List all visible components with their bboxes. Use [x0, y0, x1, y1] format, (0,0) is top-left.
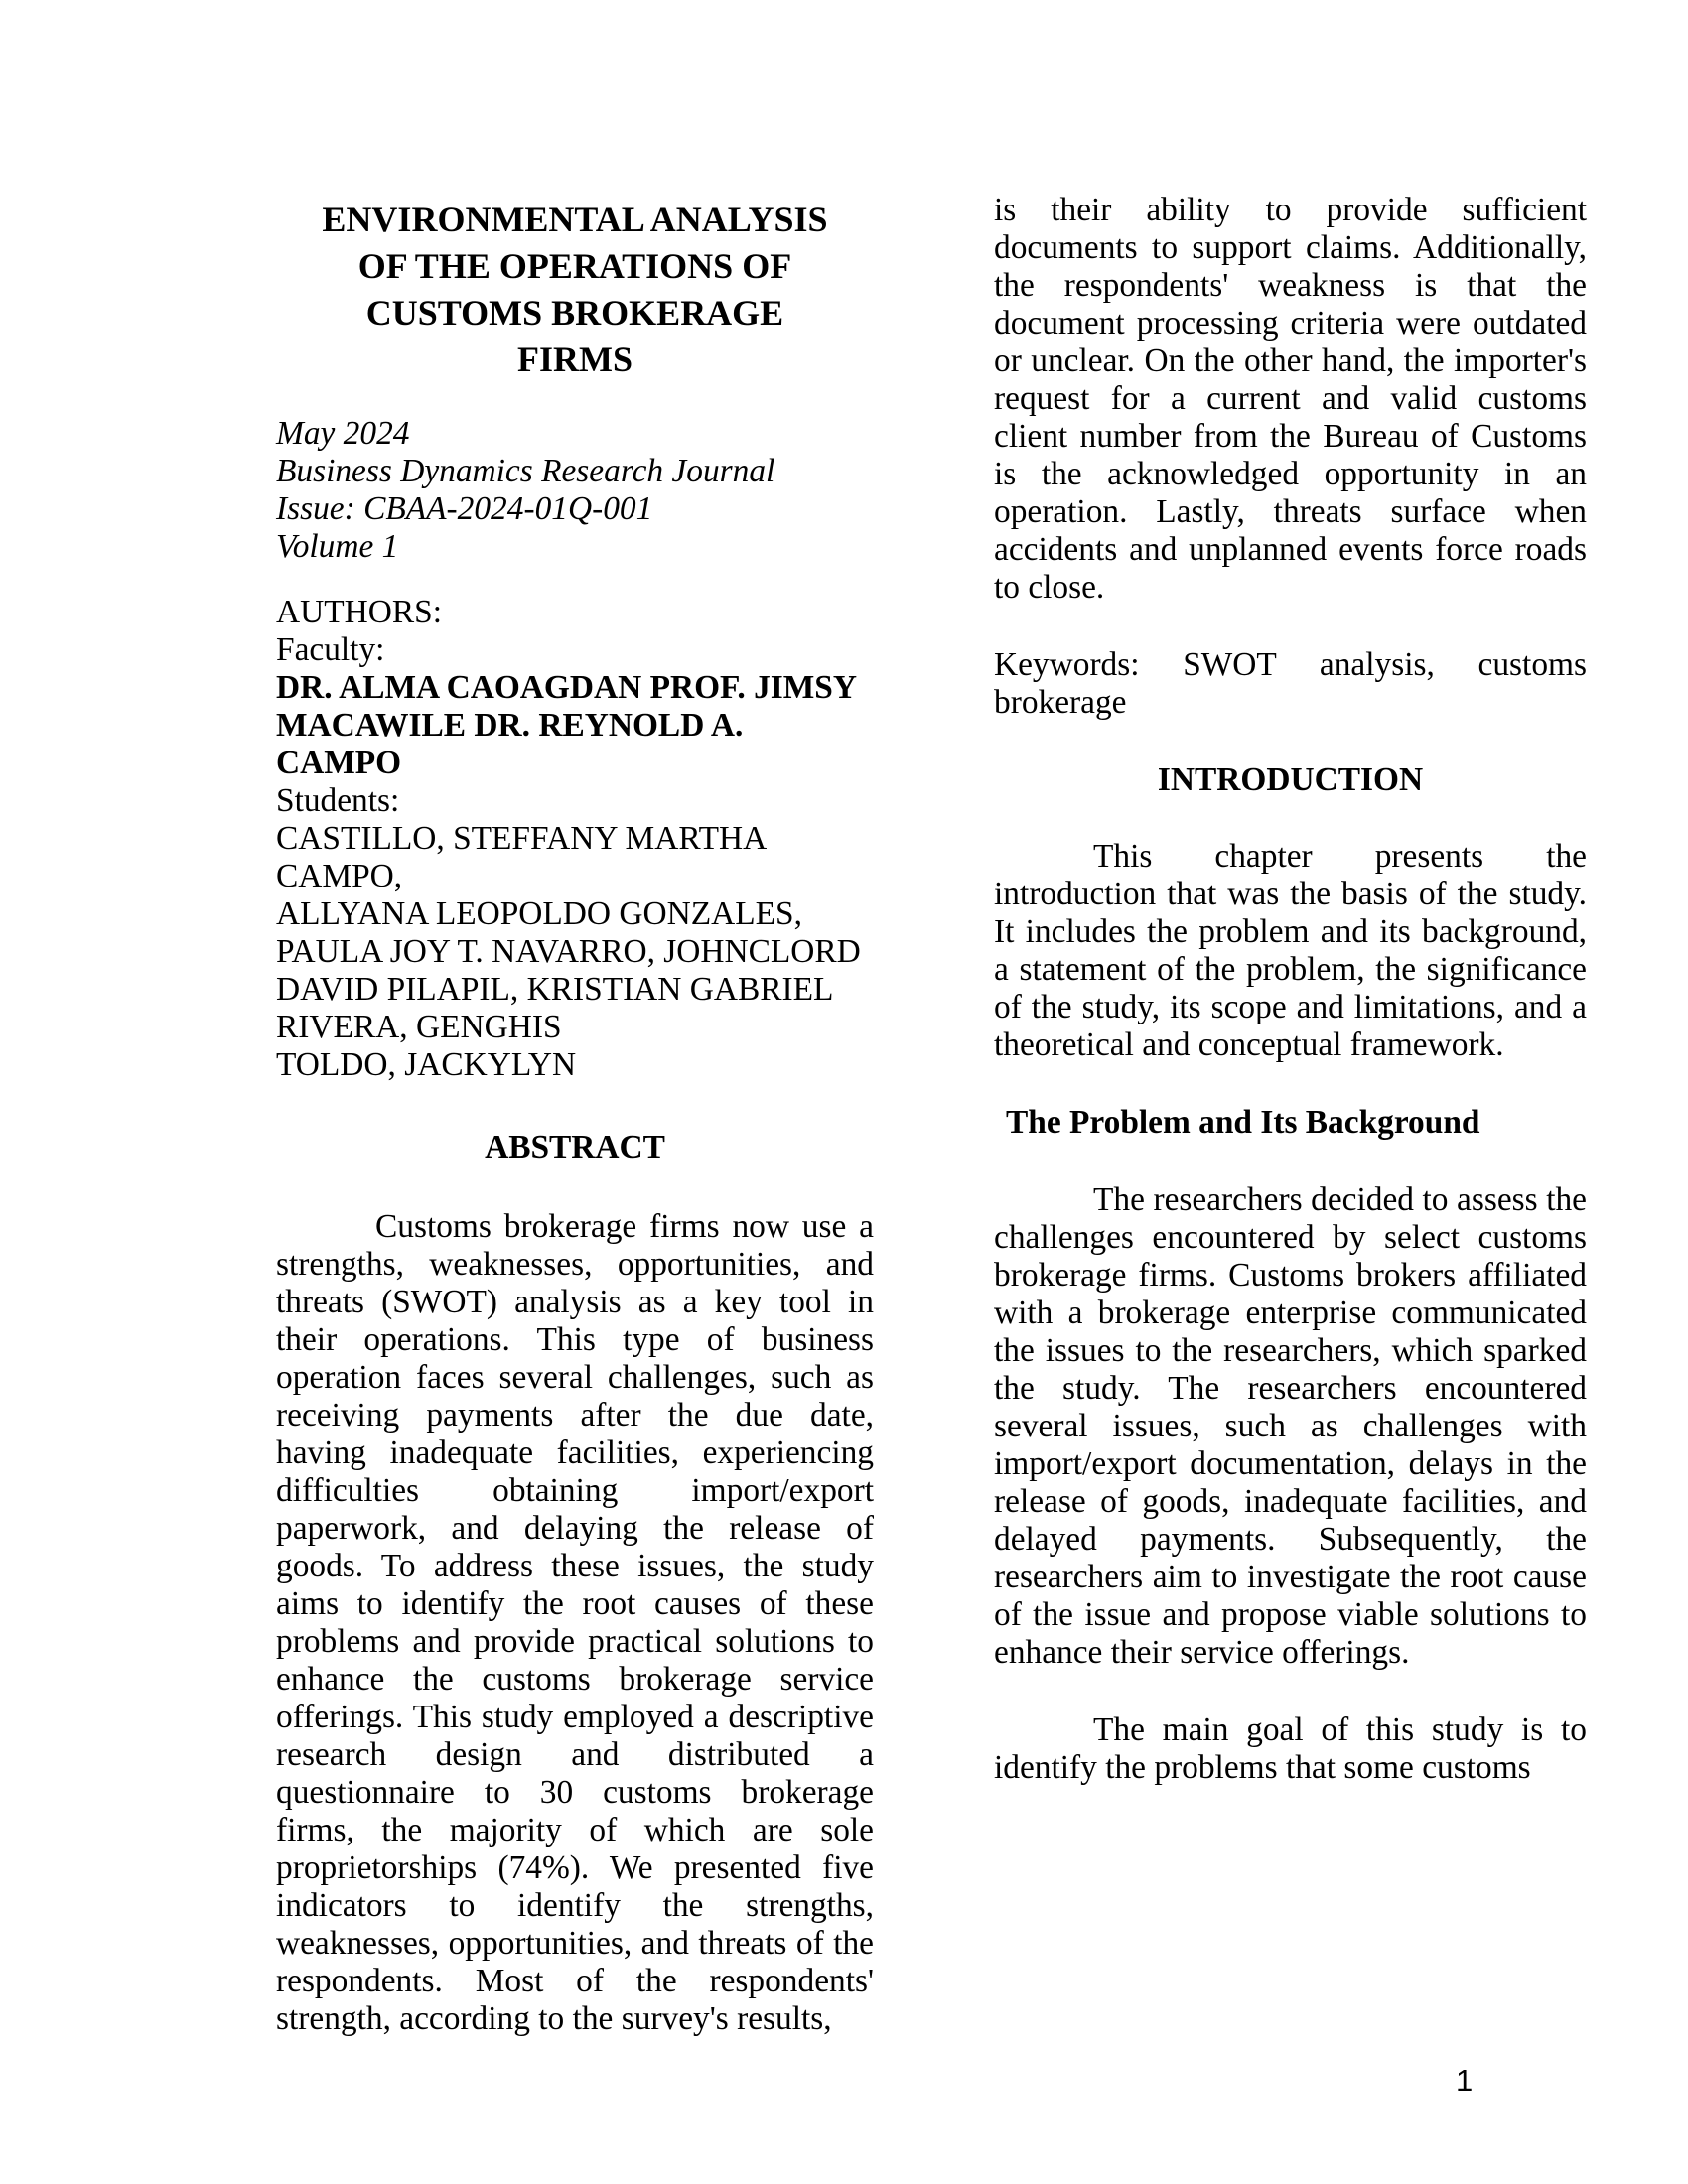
- left-column: [276, 197, 874, 2038]
- introduction-heading: INTRODUCTION: [1157, 761, 1424, 798]
- authors-label: AUTHORS:: [276, 594, 442, 630]
- problem-background-heading: The Problem and Its Background: [1006, 1104, 1480, 1141]
- journal-date: May 2024: [276, 415, 410, 452]
- article-title-line: FIRMS: [517, 340, 633, 379]
- article-title-line: ENVIRONMENTAL ANALYSIS: [322, 200, 828, 239]
- page-number: 1: [1456, 2063, 1474, 2098]
- faculty-label: Faculty:: [276, 631, 385, 668]
- authors-block: [276, 594, 874, 1084]
- journal-volume: Volume 1: [276, 528, 399, 565]
- student-name-line: DAVID PILAPIL, KRISTIAN GABRIEL: [276, 971, 834, 1008]
- abstract-heading: ABSTRACT: [485, 1129, 665, 1165]
- student-name-line: RIVERA, GENGHIS: [276, 1009, 562, 1045]
- faculty-name-line: DR. ALMA CAOAGDAN PROF. JIMSY: [276, 669, 857, 706]
- students-label: Students:: [276, 782, 400, 819]
- journal-meta: [276, 415, 874, 566]
- student-name-line: PAULA JOY T. NAVARRO, JOHNCLORD: [276, 933, 861, 970]
- right-column: [994, 192, 1587, 1787]
- introduction-paragraph: This chapter presents the introduction that was the basis of the study. It includes the problem and its background, a statement of the problem, the significance of the study, its scope and limitations, and a theoretical and conceptual framework.: [994, 838, 1587, 1063]
- abstract-continuation-paragraph: is their ability to provide sufficient documents to support claims. Additionally, the respondents' weakness is that the document processing criteria were outdated or unclear. On the other hand, the importer's request for a current and valid customs client number from the Bureau of Customs is the acknowledged opportunity in an operation. Lastly, threats surface when accidents and unplanned events force roads to close.: [994, 192, 1587, 606]
- student-name-line: CASTILLO, STEFFANY MARTHA CAMPO,: [276, 820, 766, 894]
- keywords-line: Keywords: SWOT analysis, customs brokerage: [994, 646, 1587, 721]
- student-name-line: ALLYANA LEOPOLDO GONZALES,: [276, 895, 802, 932]
- article-title-line: CUSTOMS BROKERAGE: [365, 293, 784, 333]
- article-title-line: OF THE OPERATIONS OF: [357, 246, 792, 286]
- journal-issue: Issue: CBAA-2024-01Q-001: [276, 490, 653, 527]
- student-name-line: TOLDO, JACKYLYN: [276, 1046, 577, 1083]
- faculty-name-line: MACAWILE DR. REYNOLD A. CAMPO: [276, 707, 744, 781]
- journal-name: Business Dynamics Research Journal: [276, 453, 775, 489]
- problem-paragraph-2: The main goal of this study is to identify the problems that some customs: [994, 1711, 1587, 1786]
- abstract-paragraph: Customs brokerage firms now use a strengths, weaknesses, opportunities, and threats (SWOT) analysis as a key tool in their operations. This type of business operation faces several challenges, such as receiving payments after the due date, having inadequate facilities, experiencing difficulties obtaining import/export paperwork, and delaying the release of goods. To address these issues, the study aims to identify the root causes of these problems and provide practical solutions to enhance the customs brokerage service offerings. This study employed a descriptive research design and distributed a questionnaire to 30 customs brokerage firms, the majority of which are sole proprietorships (74%). We presented five indicators to identify the strengths, weaknesses, opportunities, and threats of the respondents. Most of the respondents' strength, according to the survey's results,: [276, 1208, 874, 2037]
- article-title: [276, 197, 874, 383]
- problem-paragraph-1: The researchers decided to assess the challenges encountered by select customs brokerage firms. Customs brokers affiliated with a brokerage enterprise communicated the issues to the researchers, which sparked the study. The researchers encountered several issues, such as challenges with import/export documentation, delays in the release of goods, inadequate facilities, and delayed payments. Subsequently, the researchers aim to investigate the root cause of the issue and propose viable solutions to enhance their service offerings.: [994, 1181, 1587, 1671]
